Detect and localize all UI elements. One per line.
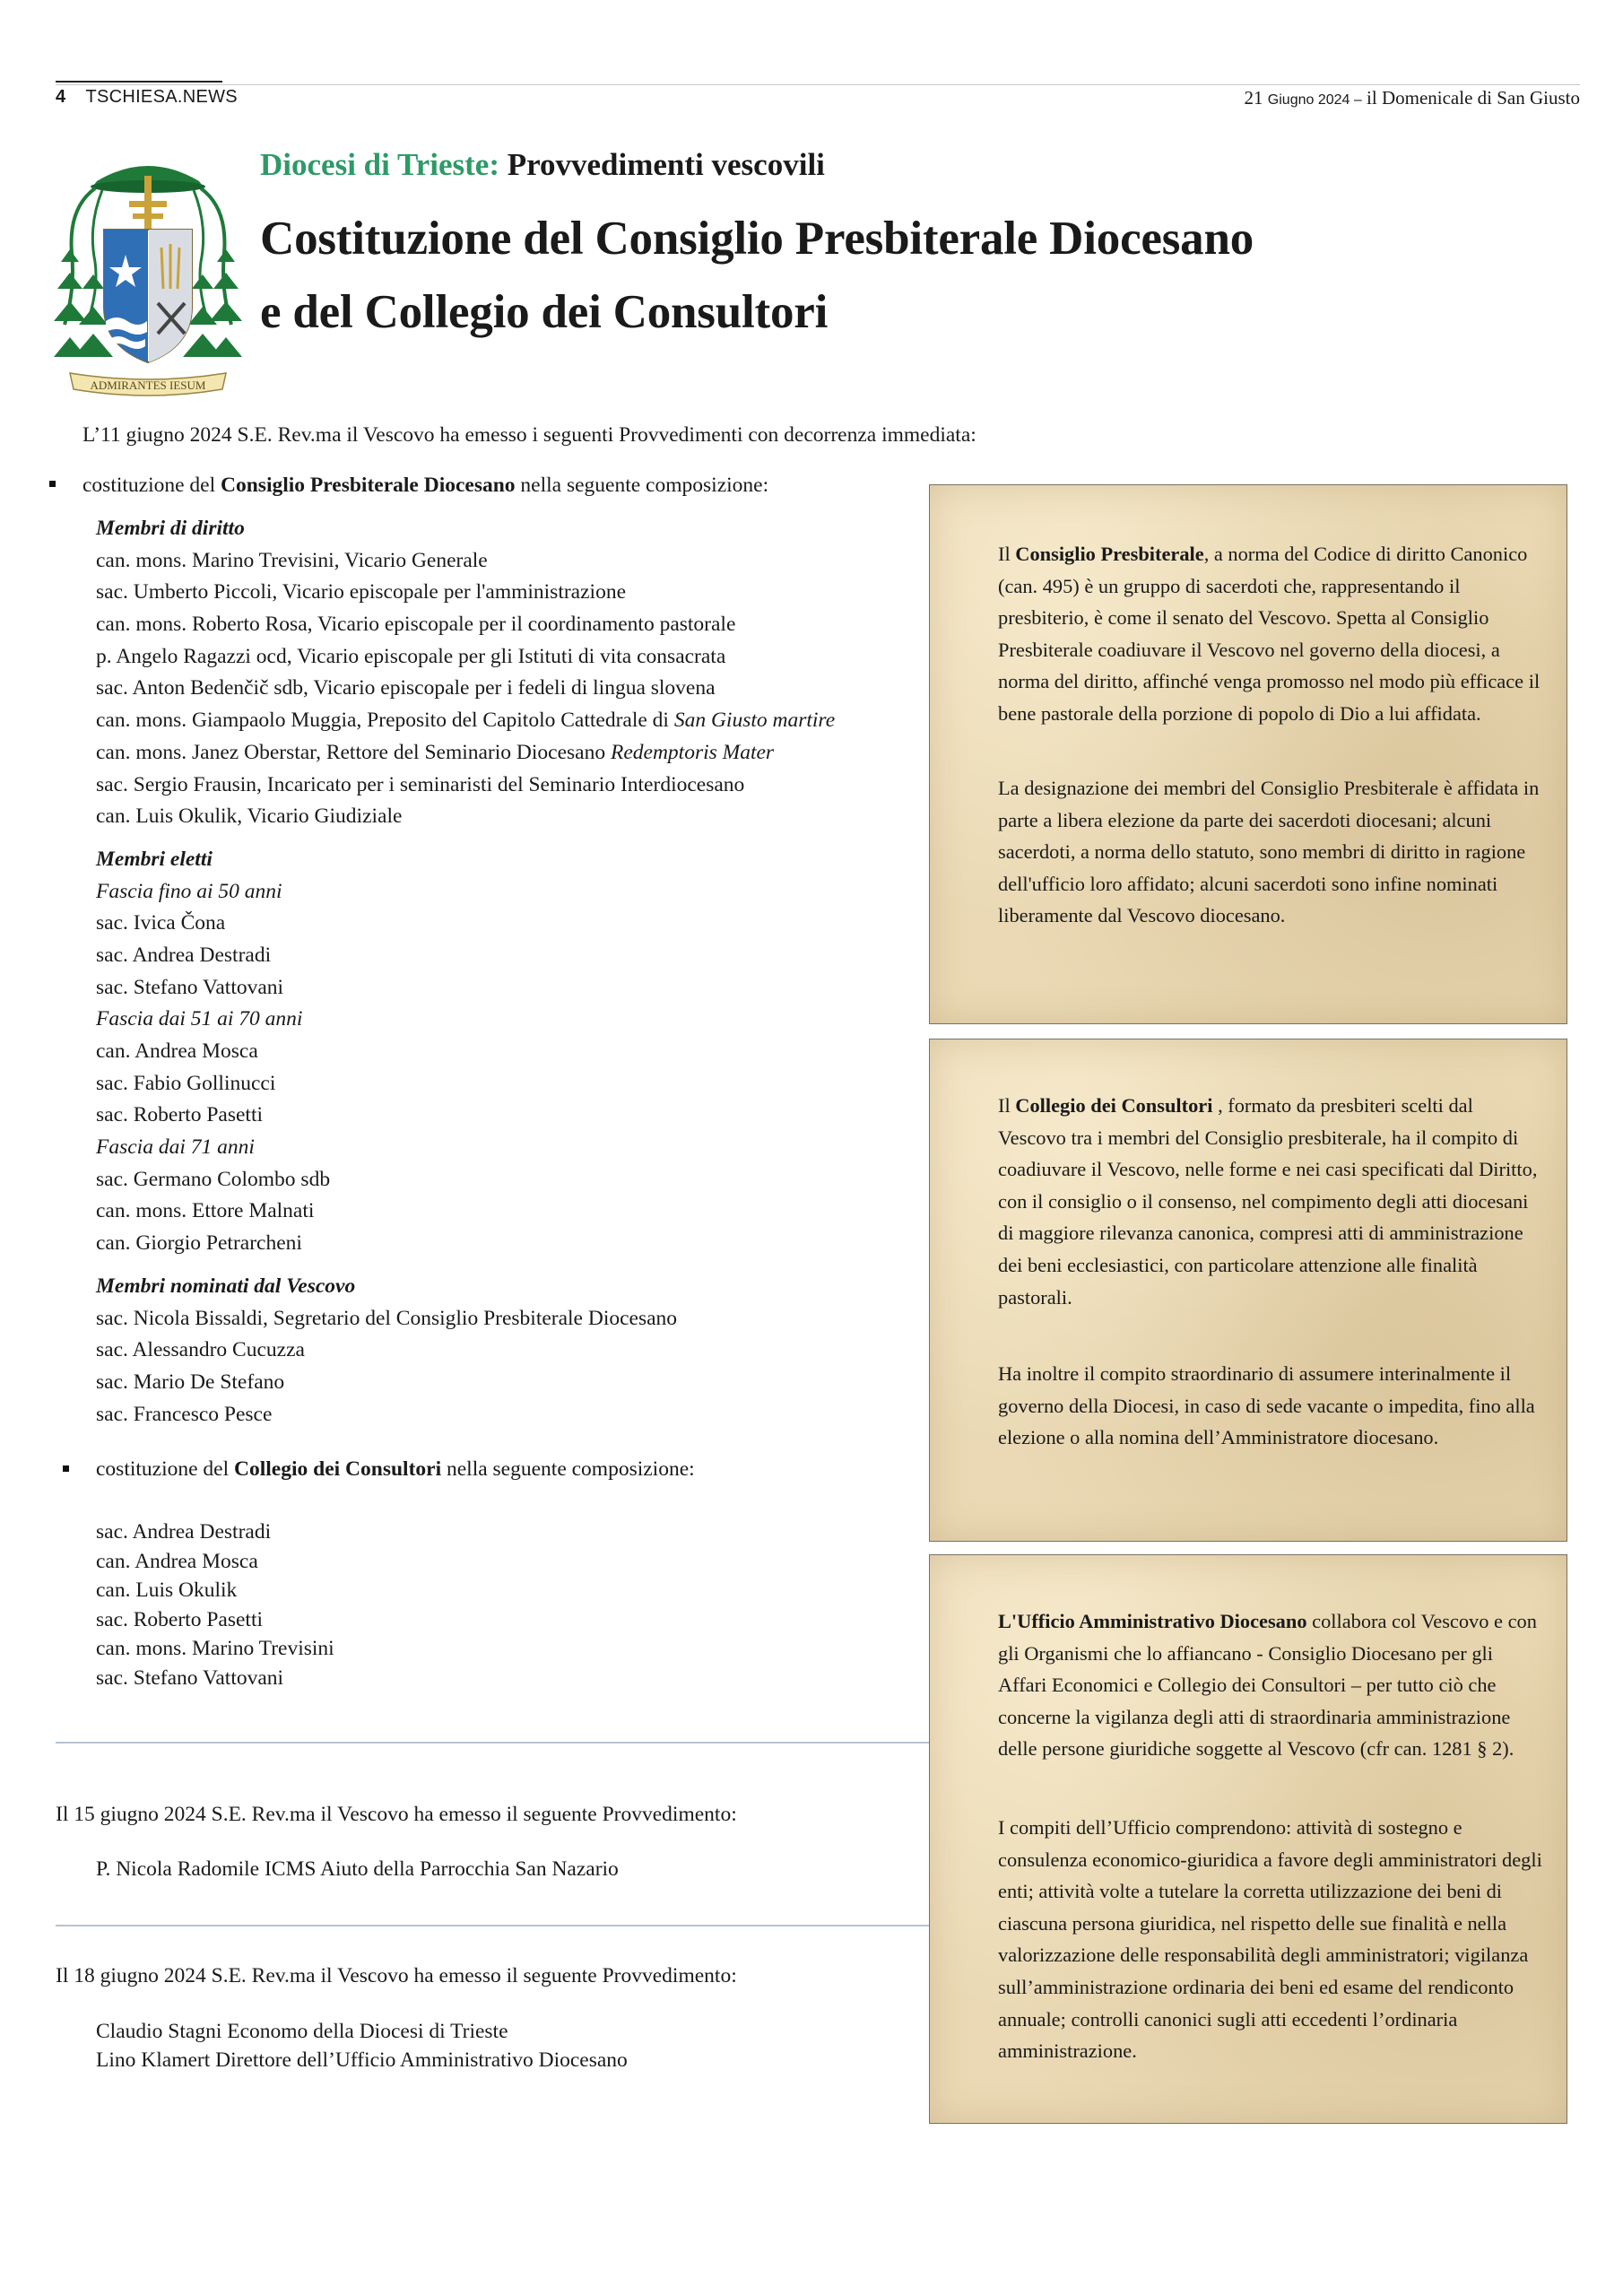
kicker-section: Provvedimenti vescovili — [507, 147, 825, 182]
kicker-diocese: Diocesi di Trieste: — [260, 147, 499, 182]
publication-name: il Domenicale di San Giusto — [1367, 87, 1580, 109]
section1-prefix: costituzione del — [82, 474, 221, 497]
bullet-icon — [63, 1465, 69, 1472]
age-band: Fascia dai 71 anni — [96, 1135, 255, 1160]
box-paragraph: Ha inoltre il compito straordinario di assumere interinalmente il governo della Diocesi, in caso di sede vacante o impedita, fino alla elezione o alla nomina dell’Amministratore diocesano. — [998, 1362, 1535, 1449]
prov18-item: Lino Klamert Direttore dell’Ufficio Amministrativo Diocesano — [96, 2048, 628, 2072]
prov15-intro: Il 15 giugno 2024 S.E. Rev.ma il Vescovo ha emesso il seguente Provvedimento: — [56, 1803, 737, 1826]
prov18-item: Claudio Stagni Economo della Diocesi di Trieste — [96, 2020, 508, 2043]
list-item: can. mons. Marino Trevisini, Vicario Generale — [96, 548, 488, 572]
list-item: can. mons. Marino Trevisini — [96, 1637, 334, 1661]
box-text: Il — [998, 1094, 1016, 1117]
list-item: p. Angelo Ragazzi ocd, Vicario episcopale per gli Istituti di vita consacrata — [96, 644, 726, 668]
box-paragraph — [998, 538, 1545, 730]
info-box-ufficio — [929, 1554, 1567, 2124]
section2-prefix: costituzione del — [96, 1457, 235, 1481]
crest-motto: ADMIRANTES IESUM — [90, 378, 206, 392]
info-box-collegio — [929, 1039, 1567, 1542]
section1-suffix: nella seguente composizione: — [515, 474, 769, 497]
date-day: 21 — [1244, 87, 1263, 109]
list-item: can. mons. Ettore Malnati — [96, 1199, 315, 1223]
prov15-item: P. Nicola Radomile ICMS Aiuto della Parrocchia San Nazario — [96, 1857, 619, 1881]
list-item: can. Andrea Mosca — [96, 1039, 258, 1063]
section1-bold: Consiglio Presbiterale Diocesano — [221, 474, 516, 497]
box-text: , a norma del Codice di diritto Canonico (can. 495) è un gruppo di sacerdoti che, rappresentando il presbiterio, è come il senato del Vescovo. Spetta al Consiglio Presbiterale coadiuvare il Vescovo nel governo della diocesi, a norma del diritto, affinché venga promosso nel modo più efficace il bene pastorale della porzione di popolo di Dio a lui affidata. — [998, 543, 1541, 725]
list-item: sac. Roberto Pasetti — [96, 1607, 264, 1631]
list-item: can. Giorgio Petrarcheni — [96, 1231, 302, 1256]
box-bold: Consiglio Presbiterale — [1015, 543, 1204, 565]
list-item: can. Andrea Mosca — [96, 1549, 258, 1573]
box-paragraph — [998, 1090, 1545, 1313]
list-item — [96, 737, 835, 770]
consiglio-members-list — [96, 513, 835, 1431]
prov18-intro: Il 18 giugno 2024 S.E. Rev.ma il Vescovo ha emesso il seguente Provvedimento: — [56, 1964, 737, 1987]
list-item-italic: Redemptoris Mater — [610, 740, 775, 764]
section1-heading — [82, 474, 768, 497]
list-item: sac. Nicola Bissaldi, Segretario del Consiglio Presbiterale Diocesano — [96, 1306, 678, 1330]
list-item: sac. Francesco Pesce — [96, 1402, 273, 1426]
list-item — [96, 705, 835, 737]
intro-paragraph: L’11 giugno 2024 S.E. Rev.ma il Vescovo ha emesso i seguenti Provvedimenti con decorrenza immediata: — [82, 423, 976, 447]
site-name: TSCHIESA.NEWS — [85, 87, 238, 107]
header-rule-accent — [56, 81, 222, 83]
divider — [56, 1925, 931, 1926]
info-box-consiglio — [929, 484, 1567, 1024]
bullet-icon — [49, 481, 56, 487]
age-band: Fascia dai 51 ai 70 anni — [96, 1007, 303, 1031]
section2-suffix: nella seguente composizione: — [441, 1457, 695, 1481]
list-item-text: can. mons. Giampaolo Muggia, Preposito del Capitolo Cattedrale di — [96, 709, 674, 733]
group-heading: Membri nominati dal Vescovo — [96, 1274, 356, 1298]
list-item: sac. Roberto Pasetti — [96, 1103, 264, 1127]
list-item: sac. Ivica Čona — [96, 911, 226, 935]
header-rule — [56, 84, 1580, 85]
list-item: sac. Germano Colombo sdb — [96, 1167, 331, 1191]
group-heading: Membri di diritto — [96, 517, 245, 540]
list-item-text: can. mons. Janez Oberstar, Rettore del Seminario Diocesano — [96, 740, 611, 764]
box-bold: L'Ufficio Amministrativo Diocesano — [998, 1610, 1307, 1632]
box-bold: Collegio dei Consultori — [1015, 1094, 1213, 1117]
box-paragraph: La designazione dei membri del Consiglio Presbiterale è affidata in parte a libera elezione da parte dei sacerdoti diocesani; alcuni sacerdoti, a norma dello statuto, sono membri di diritto in ragione dell'ufficio loro affidato; alcuni sacerdoti sono infine nominati liberamente dal Vescovo diocesano. — [998, 777, 1540, 927]
bishop-coat-of-arms-icon — [52, 154, 244, 400]
list-item-italic: San Giusto martire — [673, 709, 836, 733]
section2-heading — [96, 1457, 695, 1481]
date-month-year: Giugno 2024 – — [1267, 92, 1362, 108]
header-date — [1245, 87, 1580, 109]
list-item: sac. Anton Bedenčič sdb, Vicario episcopale per i fedeli di lingua slovena — [96, 676, 716, 700]
list-item: sac. Umberto Piccoli, Vicario episcopale per l'amministrazione — [96, 580, 626, 604]
list-item: sac. Andrea Destradi — [96, 943, 272, 967]
list-item: sac. Fabio Gollinucci — [96, 1071, 276, 1095]
page-title-line1: Costituzione del Consiglio Presbiterale Diocesano — [260, 213, 1254, 265]
box-text: , formato da presbiteri scelti dal Vescovo tra i membri del Consiglio presbiterale, ha il compito di coadiuvare il Vescovo, nelle forme e nei casi specificati dal Diritto, con il consiglio o il consenso, nel compimento degli atti diocesani di maggiore rilevanza canonica, compresi atti di amministrazione dei beni ecclesiastici, con particolare attenzione alle finalità pastorali. — [998, 1094, 1538, 1309]
list-item: sac. Andrea Destradi — [96, 1520, 272, 1544]
list-item: sac. Mario De Stefano — [96, 1370, 285, 1394]
section2-bold: Collegio dei Consultori — [234, 1457, 442, 1481]
box-paragraph: I compiti dell’Ufficio comprendono: attività di sostegno e consulenza economico-giuridica a favore degli amministratori degli enti; attività volte a tutelare la corretta utilizzazione dei beni di ciascuna persona giuridica, nel rispetto delle sue finalità e nella valorizzazione delle responsabilità degli amministratori; vigilanza sull’amministrazione ordinaria dei beni ed esame del rendiconto annuale; controlli canonici sugli atti eccedenti l’ordinaria amministrazione. — [998, 1816, 1542, 2063]
collegio-members-list — [96, 1518, 334, 1693]
list-item: sac. Alessandro Cucuzza — [96, 1338, 305, 1362]
page-title-line2: e del Collegio dei Consultori — [260, 286, 829, 338]
page-number: 4 — [56, 87, 66, 107]
list-item: sac. Stefano Vattovani — [96, 1665, 284, 1690]
list-item: sac. Sergio Frausin, Incaricato per i seminaristi del Seminario Interdiocesano — [96, 772, 745, 796]
list-item: can. Luis Okulik — [96, 1578, 238, 1603]
age-band: Fascia fino ai 50 anni — [96, 879, 282, 903]
group-heading: Membri eletti — [96, 847, 213, 871]
list-item: can. Luis Okulik, Vicario Giudiziale — [96, 804, 403, 829]
list-item: can. mons. Roberto Rosa, Vicario episcopale per il coordinamento pastorale — [96, 613, 736, 637]
box-paragraph — [998, 1605, 1545, 1765]
list-item: sac. Stefano Vattovani — [96, 975, 284, 999]
kicker — [260, 147, 825, 183]
box-text: Il — [998, 543, 1016, 565]
divider — [56, 1742, 931, 1744]
header-left — [56, 87, 238, 108]
box-text: collabora col Vescovo e con gli Organismi che lo affiancano - Consiglio Diocesano per gli Affari Economici e Collegio dei Consultori – per tutto ciò che concerne la vigilanza degli atti di straordinaria amministrazione delle persone giuridiche soggette al Vescovo (cfr can. 1281 § 2). — [998, 1610, 1537, 1761]
